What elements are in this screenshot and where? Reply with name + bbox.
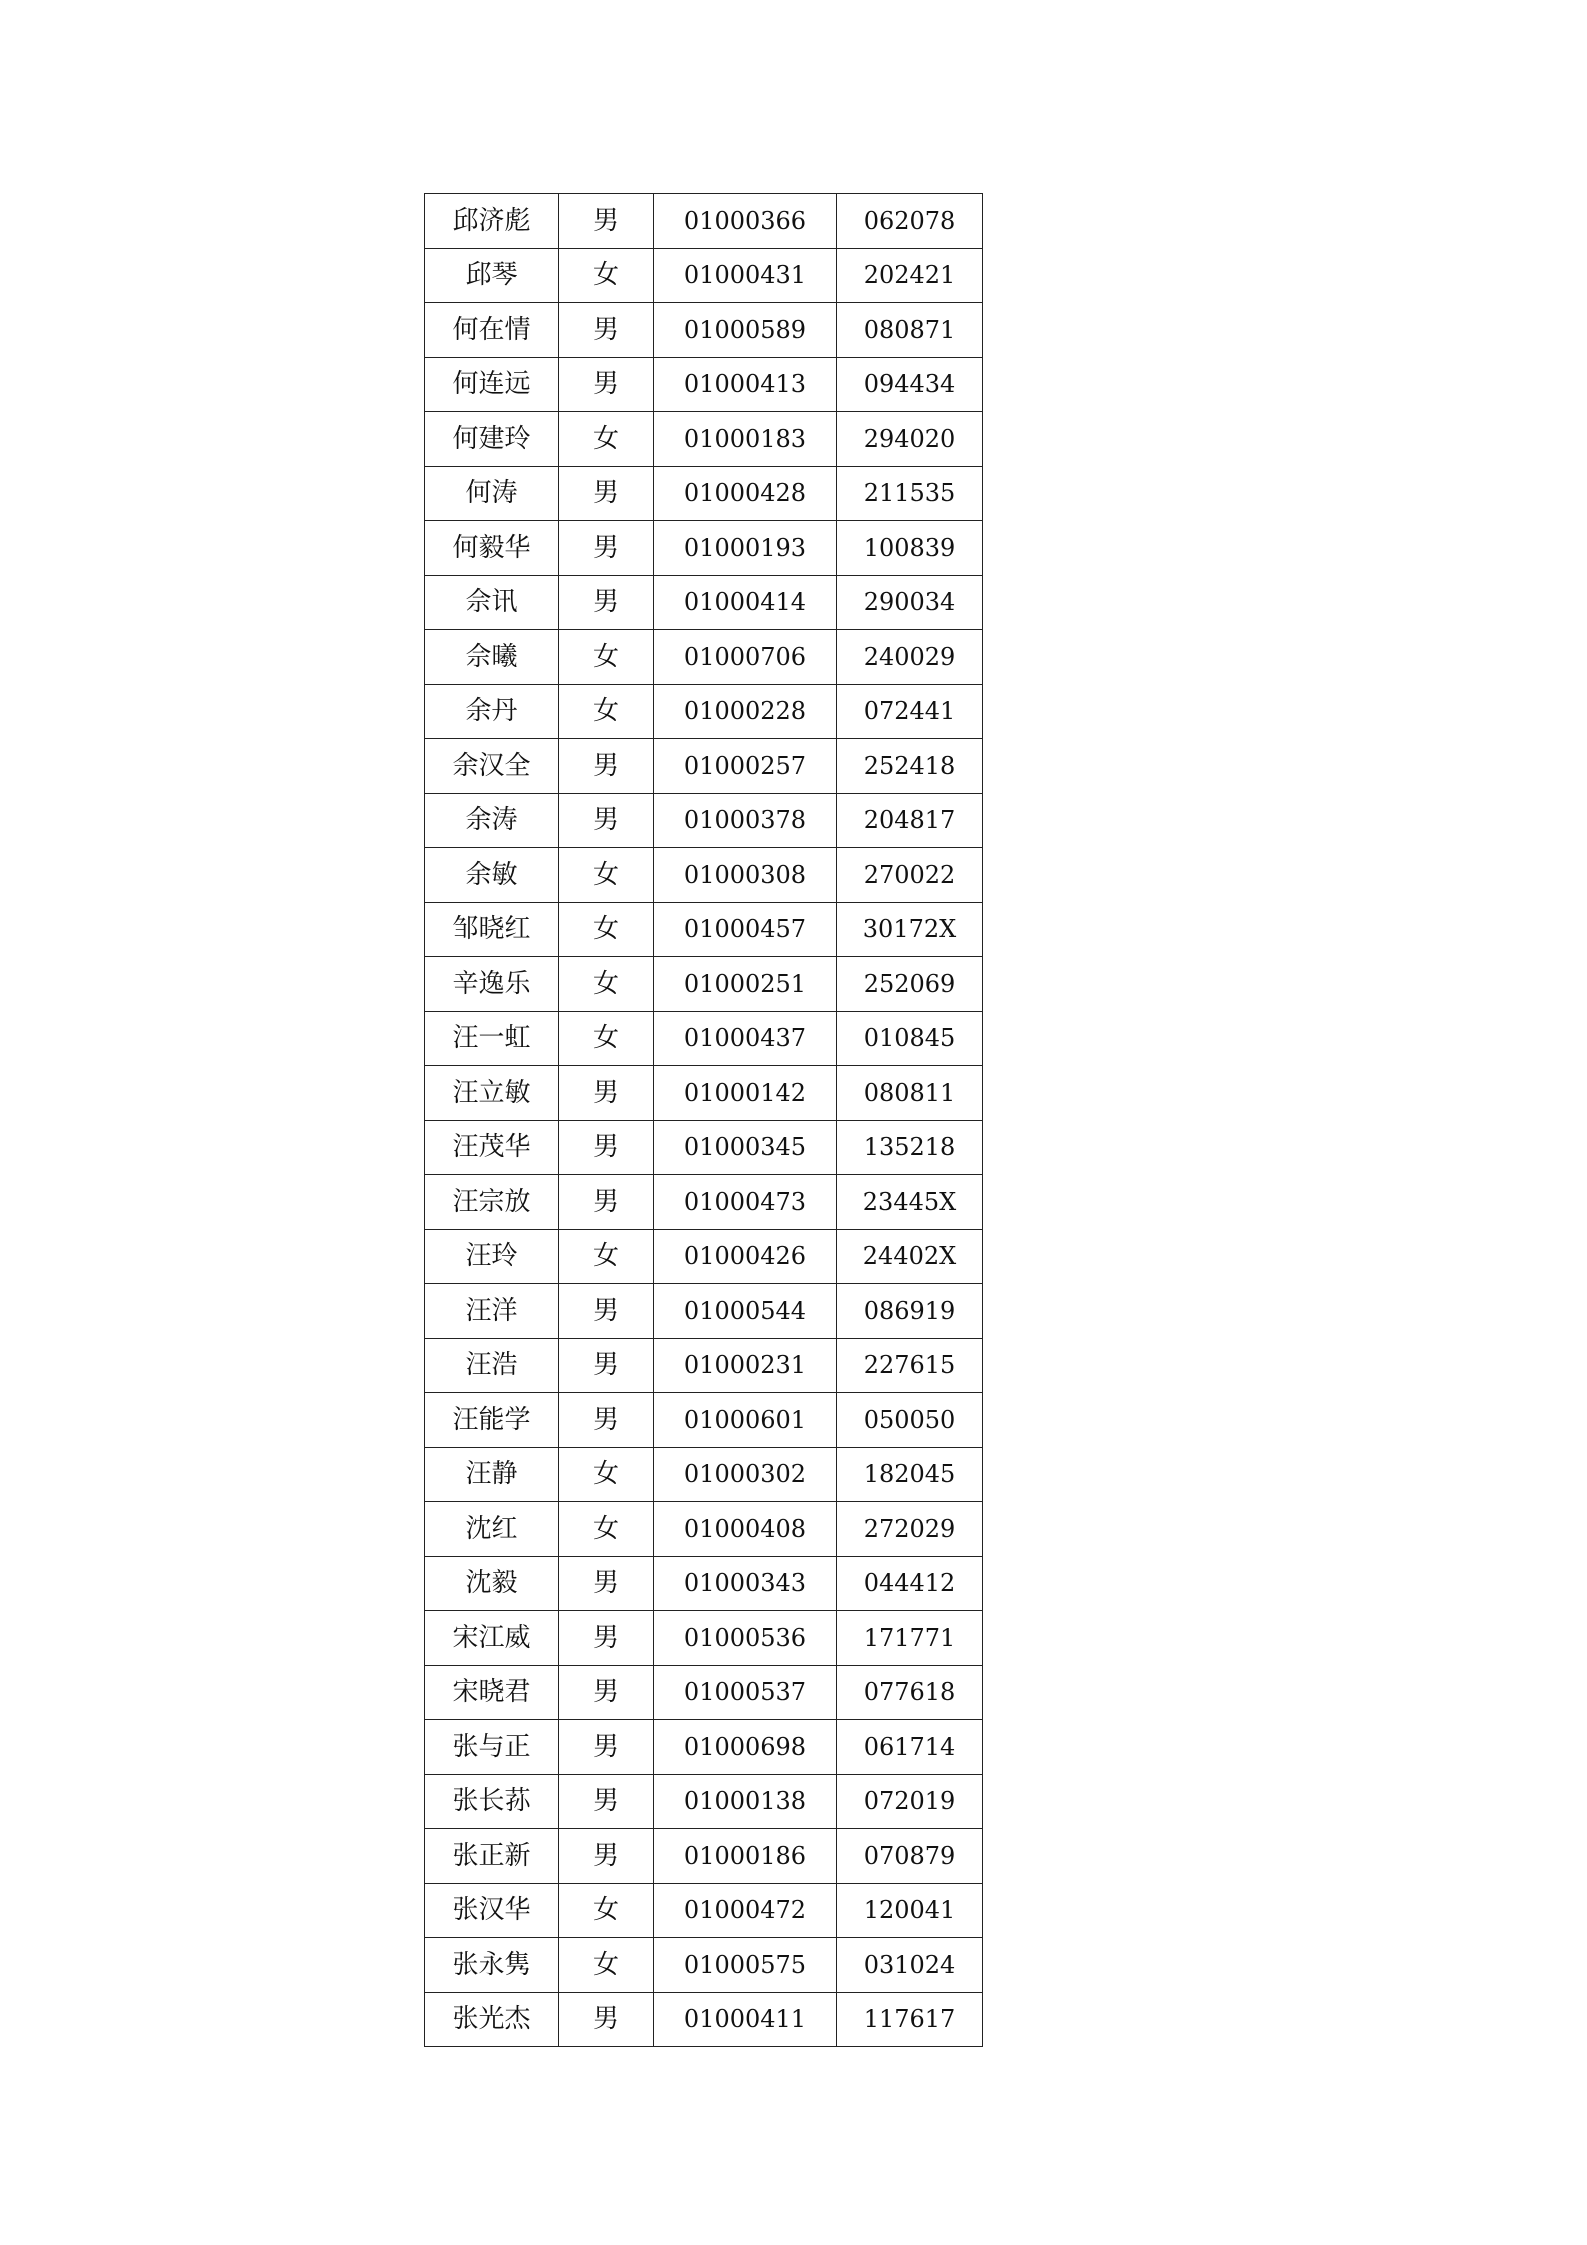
table-row	[425, 1883, 983, 1938]
table-row	[425, 1992, 983, 2047]
table-row	[425, 684, 983, 739]
table-row	[425, 739, 983, 794]
name-cell: 沈毅	[425, 1556, 559, 1611]
table-row	[425, 1829, 983, 1884]
table-row	[425, 194, 983, 249]
table-row	[425, 1938, 983, 1993]
gender-cell: 男	[559, 1120, 654, 1175]
code-cell: 120041	[837, 1883, 983, 1938]
table-row	[425, 575, 983, 630]
name-cell: 佘讯	[425, 575, 559, 630]
gender-cell: 男	[559, 1066, 654, 1121]
code-cell: 086919	[837, 1284, 983, 1339]
name-cell: 张光杰	[425, 1992, 559, 2047]
gender-cell: 男	[559, 466, 654, 521]
id-number-cell: 01000698	[654, 1720, 837, 1775]
gender-cell: 男	[559, 1393, 654, 1448]
code-cell: 044412	[837, 1556, 983, 1611]
name-cell: 汪静	[425, 1447, 559, 1502]
gender-cell: 女	[559, 1447, 654, 1502]
table-row	[425, 466, 983, 521]
gender-cell: 女	[559, 902, 654, 957]
code-cell: 072441	[837, 684, 983, 739]
gender-cell: 女	[559, 1011, 654, 1066]
id-number-cell: 01000345	[654, 1120, 837, 1175]
name-cell: 何在情	[425, 303, 559, 358]
code-cell: 30172X	[837, 902, 983, 957]
table-row	[425, 521, 983, 576]
id-number-cell: 01000575	[654, 1938, 837, 1993]
name-cell: 汪立敏	[425, 1066, 559, 1121]
name-cell: 辛逸乐	[425, 957, 559, 1012]
table-row	[425, 1338, 983, 1393]
gender-cell: 女	[559, 1883, 654, 1938]
id-number-cell: 01000544	[654, 1284, 837, 1339]
gender-cell: 男	[559, 793, 654, 848]
gender-cell: 男	[559, 1338, 654, 1393]
id-number-cell: 01000186	[654, 1829, 837, 1884]
gender-cell: 男	[559, 1284, 654, 1339]
code-cell: 077618	[837, 1665, 983, 1720]
roster-table	[424, 193, 983, 2047]
gender-cell: 女	[559, 684, 654, 739]
name-cell: 余涛	[425, 793, 559, 848]
code-cell: 100839	[837, 521, 983, 576]
gender-cell: 男	[559, 1611, 654, 1666]
code-cell: 272029	[837, 1502, 983, 1557]
table-row	[425, 1556, 983, 1611]
gender-cell: 男	[559, 1829, 654, 1884]
table-row	[425, 1229, 983, 1284]
table-row	[425, 902, 983, 957]
gender-cell: 男	[559, 1556, 654, 1611]
id-number-cell: 01000183	[654, 412, 837, 467]
code-cell: 290034	[837, 575, 983, 630]
id-number-cell: 01000428	[654, 466, 837, 521]
id-number-cell: 01000426	[654, 1229, 837, 1284]
code-cell: 080811	[837, 1066, 983, 1121]
code-cell: 080871	[837, 303, 983, 358]
code-cell: 072019	[837, 1774, 983, 1829]
id-number-cell: 01000472	[654, 1883, 837, 1938]
gender-cell: 女	[559, 957, 654, 1012]
name-cell: 汪洋	[425, 1284, 559, 1339]
table-row	[425, 1120, 983, 1175]
code-cell: 202421	[837, 248, 983, 303]
table-row	[425, 1774, 983, 1829]
id-number-cell: 01000308	[654, 848, 837, 903]
name-cell: 汪浩	[425, 1338, 559, 1393]
code-cell: 117617	[837, 1992, 983, 2047]
gender-cell: 女	[559, 248, 654, 303]
name-cell: 宋江威	[425, 1611, 559, 1666]
id-number-cell: 01000257	[654, 739, 837, 794]
gender-cell: 男	[559, 357, 654, 412]
gender-cell: 男	[559, 521, 654, 576]
id-number-cell: 01000138	[654, 1774, 837, 1829]
code-cell: 061714	[837, 1720, 983, 1775]
code-cell: 050050	[837, 1393, 983, 1448]
gender-cell: 女	[559, 1502, 654, 1557]
name-cell: 张永隽	[425, 1938, 559, 1993]
table-row	[425, 1284, 983, 1339]
name-cell: 余汉全	[425, 739, 559, 794]
code-cell: 171771	[837, 1611, 983, 1666]
gender-cell: 女	[559, 630, 654, 685]
name-cell: 何涛	[425, 466, 559, 521]
code-cell: 240029	[837, 630, 983, 685]
id-number-cell: 01000437	[654, 1011, 837, 1066]
id-number-cell: 01000589	[654, 303, 837, 358]
table-row	[425, 1502, 983, 1557]
gender-cell: 男	[559, 303, 654, 358]
id-number-cell: 01000228	[654, 684, 837, 739]
code-cell: 252418	[837, 739, 983, 794]
table-row	[425, 1665, 983, 1720]
gender-cell: 女	[559, 848, 654, 903]
table-row	[425, 630, 983, 685]
table-row	[425, 357, 983, 412]
name-cell: 张汉华	[425, 1883, 559, 1938]
id-number-cell: 01000414	[654, 575, 837, 630]
id-number-cell: 01000536	[654, 1611, 837, 1666]
gender-cell: 女	[559, 1229, 654, 1284]
gender-cell: 女	[559, 1938, 654, 1993]
code-cell: 294020	[837, 412, 983, 467]
code-cell: 227615	[837, 1338, 983, 1393]
code-cell: 204817	[837, 793, 983, 848]
id-number-cell: 01000343	[654, 1556, 837, 1611]
name-cell: 何毅华	[425, 521, 559, 576]
name-cell: 何建玲	[425, 412, 559, 467]
name-cell: 邱琴	[425, 248, 559, 303]
code-cell: 211535	[837, 466, 983, 521]
name-cell: 张正新	[425, 1829, 559, 1884]
code-cell: 182045	[837, 1447, 983, 1502]
id-number-cell: 01000408	[654, 1502, 837, 1557]
name-cell: 邹晓红	[425, 902, 559, 957]
table-row	[425, 412, 983, 467]
table-row	[425, 1720, 983, 1775]
code-cell: 252069	[837, 957, 983, 1012]
id-number-cell: 01000411	[654, 1992, 837, 2047]
name-cell: 余丹	[425, 684, 559, 739]
table-row	[425, 248, 983, 303]
id-number-cell: 01000302	[654, 1447, 837, 1502]
name-cell: 汪玲	[425, 1229, 559, 1284]
table-row	[425, 1447, 983, 1502]
id-number-cell: 01000431	[654, 248, 837, 303]
name-cell: 宋晓君	[425, 1665, 559, 1720]
code-cell: 135218	[837, 1120, 983, 1175]
code-cell: 031024	[837, 1938, 983, 1993]
code-cell: 010845	[837, 1011, 983, 1066]
id-number-cell: 01000706	[654, 630, 837, 685]
table-row	[425, 848, 983, 903]
name-cell: 张长荪	[425, 1774, 559, 1829]
code-cell: 23445X	[837, 1175, 983, 1230]
name-cell: 张与正	[425, 1720, 559, 1775]
name-cell: 汪一虹	[425, 1011, 559, 1066]
name-cell: 汪能学	[425, 1393, 559, 1448]
gender-cell: 男	[559, 1665, 654, 1720]
code-cell: 094434	[837, 357, 983, 412]
id-number-cell: 01000366	[654, 194, 837, 249]
table-row	[425, 1393, 983, 1448]
gender-cell: 男	[559, 1175, 654, 1230]
id-number-cell: 01000457	[654, 902, 837, 957]
id-number-cell: 01000193	[654, 521, 837, 576]
id-number-cell: 01000251	[654, 957, 837, 1012]
code-cell: 24402X	[837, 1229, 983, 1284]
gender-cell: 男	[559, 1774, 654, 1829]
id-number-cell: 01000473	[654, 1175, 837, 1230]
gender-cell: 女	[559, 412, 654, 467]
name-cell: 汪宗放	[425, 1175, 559, 1230]
table-row	[425, 1011, 983, 1066]
table-row	[425, 1066, 983, 1121]
gender-cell: 男	[559, 194, 654, 249]
code-cell: 062078	[837, 194, 983, 249]
id-number-cell: 01000601	[654, 1393, 837, 1448]
id-number-cell: 01000378	[654, 793, 837, 848]
name-cell: 佘曦	[425, 630, 559, 685]
gender-cell: 男	[559, 1992, 654, 2047]
id-number-cell: 01000231	[654, 1338, 837, 1393]
roster-table-body	[425, 194, 983, 2047]
name-cell: 余敏	[425, 848, 559, 903]
id-number-cell: 01000537	[654, 1665, 837, 1720]
id-number-cell: 01000413	[654, 357, 837, 412]
table-row	[425, 793, 983, 848]
table-row	[425, 1611, 983, 1666]
name-cell: 邱济彪	[425, 194, 559, 249]
name-cell: 沈红	[425, 1502, 559, 1557]
table-row	[425, 303, 983, 358]
id-number-cell: 01000142	[654, 1066, 837, 1121]
table-row	[425, 1175, 983, 1230]
code-cell: 070879	[837, 1829, 983, 1884]
name-cell: 何连远	[425, 357, 559, 412]
gender-cell: 男	[559, 575, 654, 630]
gender-cell: 男	[559, 1720, 654, 1775]
table-row	[425, 957, 983, 1012]
code-cell: 270022	[837, 848, 983, 903]
name-cell: 汪茂华	[425, 1120, 559, 1175]
gender-cell: 男	[559, 739, 654, 794]
